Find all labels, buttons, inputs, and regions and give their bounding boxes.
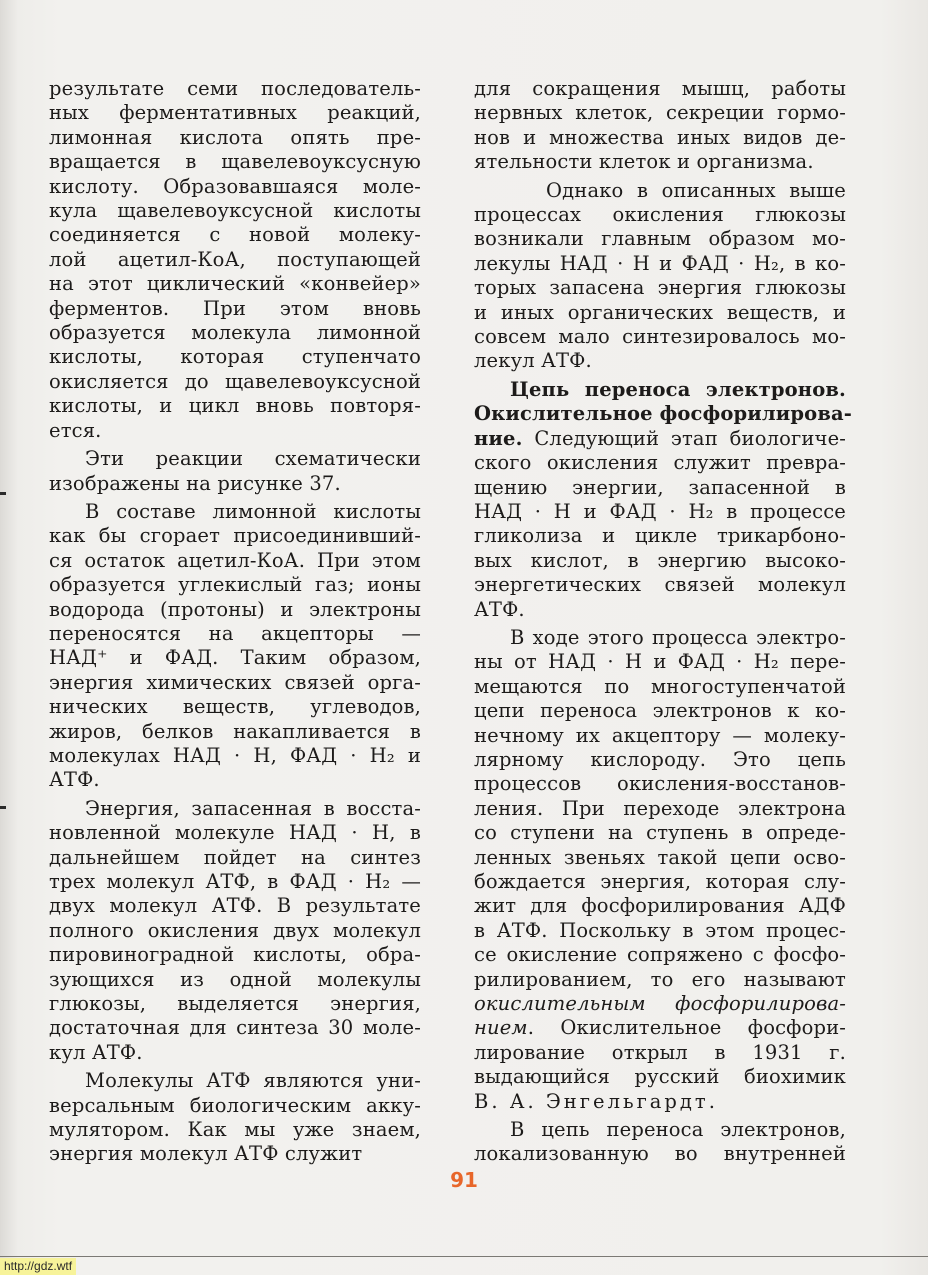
text-line: совсем мало синтезировалось мо- <box>474 325 846 349</box>
text-line: лекулы НАД · Н и ФАД · Н₂, в ко- <box>474 251 846 275</box>
text-line: нов и множества иных видов де- <box>474 125 846 149</box>
paragraph <box>49 500 421 793</box>
text-line: кислоты, и цикл вновь повторя- <box>49 394 421 418</box>
text-line: АТФ. <box>474 597 525 621</box>
text-line: ского окисления служит превра- <box>474 451 846 475</box>
paragraph <box>49 1069 421 1167</box>
text-line: пировиноградной кислоты, обра- <box>49 943 421 967</box>
text-line: лирование открыл в 1931 г. <box>474 1040 846 1064</box>
text-line: лярному кислороду. Это цепь <box>474 747 846 771</box>
text-line: гликолиза и цикле трикарбоно- <box>474 524 846 548</box>
text-line: кула щавелевоуксусной кислоты <box>49 199 421 223</box>
text-line: лой ацетил-КоА, поступающей <box>49 247 421 271</box>
text-line: полного окисления двух молекул <box>49 918 421 942</box>
margin-mark <box>0 492 6 495</box>
page-bottom-edge <box>0 1256 928 1257</box>
text-line: версальным биологическим акку- <box>49 1093 421 1117</box>
text-line: ется. <box>49 418 102 442</box>
text-line: дальнейшем пойдет на синтез <box>49 845 421 869</box>
text-line: се окисление сопряжено с фосфо- <box>474 943 846 967</box>
text-line: ленных звеньях такой цепи осво- <box>474 845 846 869</box>
paragraph <box>474 179 846 374</box>
author-name: В. А. Энгельгардт. <box>474 1089 718 1113</box>
text-line: НАД · Н и ФАД · Н₂ в процессе <box>474 499 846 523</box>
page-number: 91 <box>450 1168 478 1192</box>
text-line: возникали главным образом мо- <box>474 227 846 251</box>
text-line: двух молекул АТФ. В результате <box>49 894 421 918</box>
margin-mark <box>0 806 6 809</box>
text-line: Эти реакции схематически <box>85 447 421 471</box>
text-line <box>474 427 846 451</box>
text-line: трех молекул АТФ, в ФАД · Н₂ — <box>49 870 421 893</box>
text-line: молекулах НАД · Н, ФАД · Н₂ и <box>49 743 421 767</box>
text-line: жит для фосфорилирования АДФ <box>474 894 846 918</box>
text-line: ся остаток ацетил-КоА. При этом <box>49 548 421 572</box>
text-line: для сокращения мышц, работы <box>474 77 846 100</box>
text-line: на этот циклический «конвейер» <box>49 272 421 296</box>
text-line: со ступени на ступень в опреде- <box>474 821 846 845</box>
text-line: соединяется с новой молеку- <box>49 223 421 247</box>
italic-term: нием <box>474 1016 528 1040</box>
paragraph <box>474 377 853 622</box>
text-line: энергетических связей молекул <box>474 573 846 597</box>
text-line: В ходе этого процесса электро- <box>510 625 846 649</box>
right-column <box>474 77 853 1171</box>
text-line: В цепь переноса электронов, <box>510 1118 846 1142</box>
text-line: вращается в щавелевоуксусную <box>49 150 421 174</box>
text-line: щению энергии, запасенной в <box>474 475 846 499</box>
text-line: энергия химических связей орга- <box>49 670 421 694</box>
section-heading: Окислительное фосфорилирова- <box>474 402 853 426</box>
text-line: рилированием, то его называют <box>474 967 846 991</box>
text-line: энергия молекул АТФ служит <box>49 1142 363 1166</box>
text-line: в АТФ. Поскольку в этом процес- <box>474 918 846 942</box>
paragraph <box>474 626 846 1114</box>
text-line: процессах окисления глюкозы <box>474 203 846 227</box>
text-line: бождается энергия, которая слу- <box>474 870 846 893</box>
text-line: ных ферментативных реакций, <box>49 101 421 125</box>
text-line: и иных органических веществ, и <box>474 300 846 324</box>
text-line: лекул АТФ. <box>474 349 592 373</box>
text-line: ны от НАД · Н и ФАД · Н₂ пере- <box>474 650 846 674</box>
text-line: Молекулы АТФ являются уни- <box>85 1069 421 1093</box>
text-line: локализованную во внутренней <box>474 1142 846 1166</box>
text-line: переносятся на акцепторы — <box>49 621 421 645</box>
text-line: мещаются по многоступенчатой <box>474 674 846 698</box>
text-line: процессов окисления-восстанов- <box>474 772 846 796</box>
text-line: нервных клеток, секреции гормо- <box>474 101 846 125</box>
italic-term: окислительным фосфорилирова- <box>474 992 846 1016</box>
text-line: ления. При переходе электрона <box>474 796 846 820</box>
paragraph <box>474 1118 846 1167</box>
text-fragment: Следующий этап биологиче- <box>522 426 846 450</box>
text-fragment: . Окислительное фосфори- <box>527 1016 846 1040</box>
text-line: кул АТФ. <box>49 1040 143 1064</box>
text-line: глюкозы, выделяется энергия, <box>49 992 421 1016</box>
text-line: Энергия, запасенная в восста- <box>85 796 421 820</box>
text-line: ятельности клеток и организма. <box>474 150 814 174</box>
text-line: кислоты, которая ступенчато <box>49 345 421 369</box>
text-line: водорода (протоны) и электроны <box>49 597 421 621</box>
text-line: мулятором. Как мы уже знаем, <box>49 1118 421 1142</box>
left-column <box>49 77 421 1171</box>
section-heading: ние. <box>474 426 523 450</box>
text-line: нечному их акцептору — молеку- <box>474 723 846 747</box>
text-line: торых запасена энергия глюкозы <box>474 276 846 300</box>
text-line: нических веществ, углеводов, <box>49 695 421 719</box>
text-line: Однако в описанных выше <box>546 178 846 202</box>
paragraph <box>49 797 421 1065</box>
section-heading: Цепь переноса электронов. <box>510 377 846 401</box>
text-line: выдающийся русский биохимик <box>474 1065 846 1089</box>
text-line: результате семи последователь- <box>49 77 421 100</box>
text-line: зующихся из одной молекулы <box>49 967 421 991</box>
text-line: вых кислот, в энергию высоко- <box>474 548 846 572</box>
text-line: В составе лимонной кислоты <box>85 499 421 523</box>
text-line: цепи переноса электронов к ко- <box>474 699 846 723</box>
text-line: изображены на рисунке 37. <box>49 471 341 495</box>
paragraph <box>49 447 421 496</box>
text-line <box>474 1016 846 1040</box>
text-line: как бы сгорает присоединивший- <box>49 524 421 548</box>
text-line: образуется молекула лимонной <box>49 321 421 345</box>
text-line: достаточная для синтеза 30 моле- <box>49 1016 421 1040</box>
watermark-url[interactable]: http://gdz.wtf <box>0 1258 76 1275</box>
text-line: ферментов. При этом вновь <box>49 296 421 320</box>
text-line: АТФ. <box>49 768 100 792</box>
paragraph <box>474 77 846 175</box>
text-line: кислоту. Образовавшаяся моле- <box>49 174 421 198</box>
text-line: новленной молекуле НАД · Н, в <box>49 821 421 845</box>
text-line: образуется углекислый газ; ионы <box>49 573 421 597</box>
text-line: окисляется до щавелевоуксусной <box>49 369 421 393</box>
text-line: жиров, белков накапливается в <box>49 719 421 743</box>
paragraph <box>49 77 421 443</box>
text-line: лимонная кислота опять пре- <box>49 125 421 149</box>
text-line: НАД⁺ и ФАД. Таким образом, <box>49 646 421 670</box>
